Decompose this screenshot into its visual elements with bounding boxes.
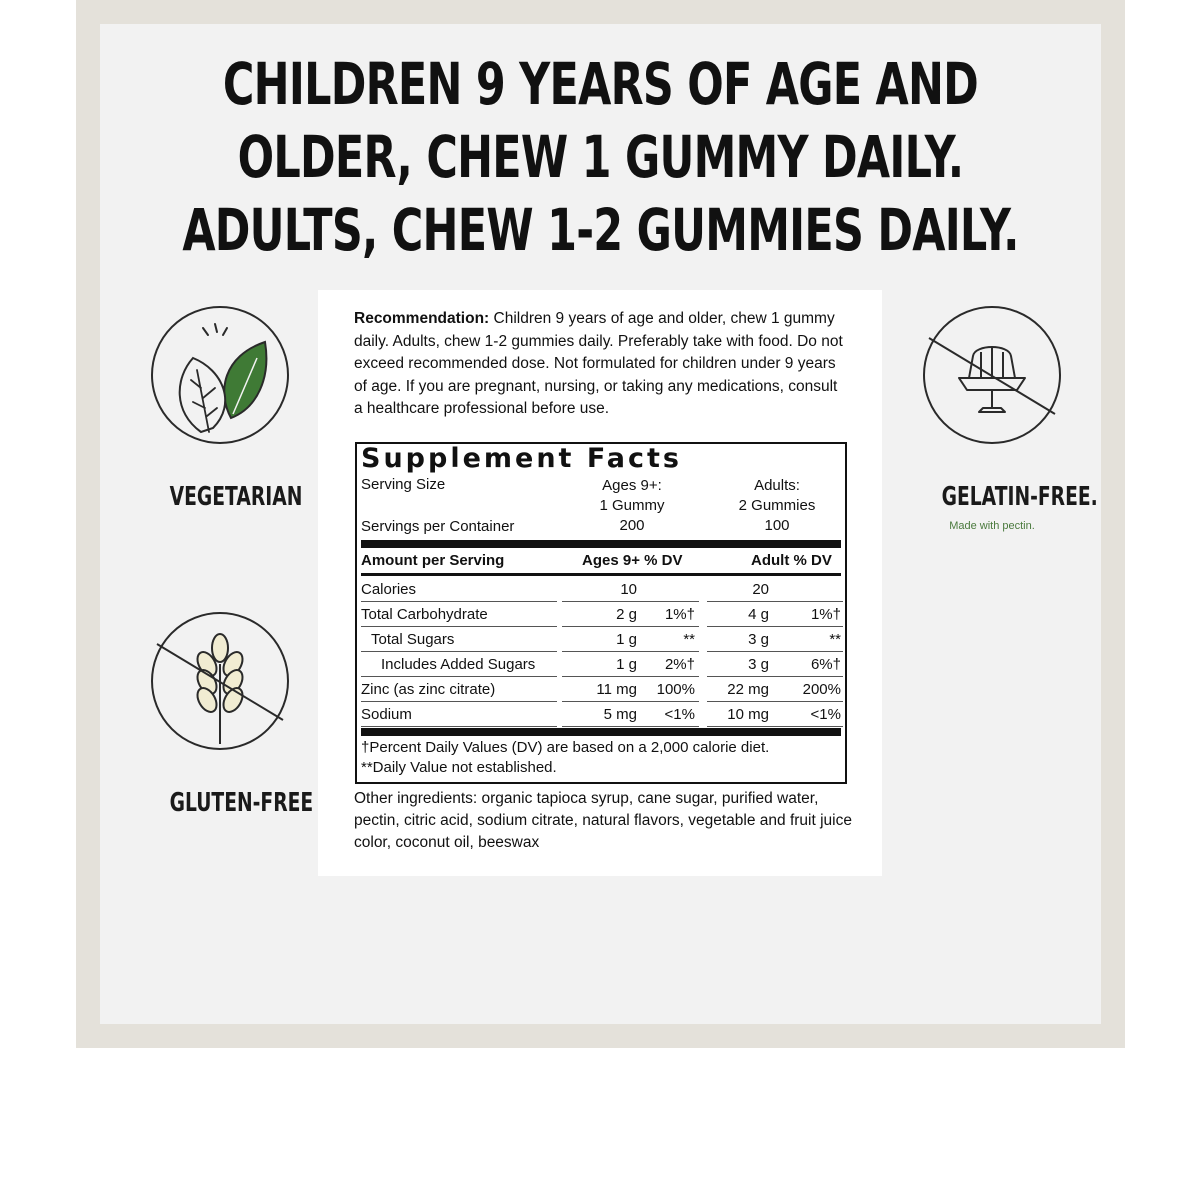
- recommendation-text: [354, 308, 849, 421]
- gelatin-free-badge: [922, 306, 1098, 532]
- nutrient-name: Sodium: [361, 706, 412, 723]
- adult-dv: 6%†: [810, 656, 841, 673]
- headline-line-3: ADULTS, CHEW 1-2 GUMMIES DAILY.: [182, 196, 1019, 264]
- adult-dv-header: Adult % DV: [751, 552, 832, 569]
- adult-amount: 22 mg: [727, 681, 769, 698]
- adult-servings-count: 100: [764, 517, 790, 534]
- adult-serving-column: [707, 476, 847, 536]
- thick-divider: [361, 540, 841, 548]
- adult-amount: 3 g: [748, 631, 769, 648]
- kids-amount: 1 g: [616, 631, 637, 648]
- bottom-thick-divider: [361, 728, 841, 736]
- recommendation-body: Children 9 years of age and older, chew 1 gummy daily. Adults, chew 1-2 gummies daily. Preferably take with food. Do not exceed recommended dose. Not formulated for children under 9 years of age. If you are pregnant, nursing, or taking any medications, consult a healthcare professional before use.: [354, 310, 843, 417]
- nutrient-name: Calories: [361, 581, 417, 598]
- kids-dv-header: Ages 9+ % DV: [582, 552, 683, 569]
- kids-dv: <1%: [664, 706, 695, 723]
- gluten-free-label: GLUTEN-FREE: [169, 788, 314, 818]
- kids-serving-line2: 1 Gummy: [599, 497, 665, 514]
- kids-amount: 10: [620, 581, 637, 598]
- kids-dv: **: [683, 631, 695, 648]
- adult-dv: 1%†: [810, 606, 841, 623]
- gelatin-free-circle: [923, 306, 1061, 444]
- row-separator: [361, 726, 557, 727]
- supplement-facts-table: [355, 442, 847, 784]
- kids-dv: 1%†: [664, 606, 695, 623]
- nutrient-name: Total Sugars: [371, 631, 455, 648]
- kids-amount: 11 mg: [596, 681, 637, 698]
- facts-title: Supplement Facts: [361, 443, 682, 474]
- vegetarian-label: VEGETARIAN: [169, 482, 303, 512]
- kids-serving-column: [562, 476, 702, 536]
- facts-row: [357, 577, 845, 602]
- other-ingredients: Other ingredients: organic tapioca syrup, cane sugar, purified water, pectin, citric acid, sodium citrate, natural flavors, vegetable and fruit juice color, coconut oil, beeswax: [354, 790, 852, 851]
- gelatin-free-sublabel: Made with pectin.: [949, 520, 1035, 532]
- row-separator: [562, 726, 699, 727]
- nutrient-name: Total Carbohydrate: [361, 606, 488, 623]
- supplement-label-panel: [318, 290, 882, 876]
- facts-row: [357, 702, 845, 727]
- kids-serving-line1: Ages 9+:: [602, 477, 662, 494]
- vegetarian-badge: [150, 306, 303, 512]
- wheat-icon: [153, 614, 287, 748]
- leaf-icon: [153, 308, 287, 442]
- kids-dv: 100%: [656, 681, 695, 698]
- nutrient-name: Zinc (as zinc citrate): [361, 681, 496, 698]
- gelatin-free-label: GELATIN-FREE.: [941, 482, 1098, 512]
- adult-dv: **: [829, 631, 841, 648]
- adult-amount: 3 g: [748, 656, 769, 673]
- kids-servings-count: 200: [619, 517, 645, 534]
- kids-amount: 1 g: [616, 656, 637, 673]
- vegetarian-circle: [151, 306, 289, 444]
- facts-row: [357, 652, 845, 677]
- recommendation-heading: Recommendation:: [354, 310, 490, 327]
- kids-amount: 5 mg: [603, 706, 637, 723]
- adult-amount: 4 g: [748, 606, 769, 623]
- nutrient-name: Includes Added Sugars: [381, 656, 536, 673]
- adult-serving-line1: Adults:: [754, 477, 800, 494]
- footnote-not-established: **Daily Value not established.: [361, 759, 557, 776]
- adult-amount: 10 mg: [727, 706, 769, 723]
- adult-dv: 200%: [802, 681, 841, 698]
- gluten-free-circle: [151, 612, 289, 750]
- adult-dv: <1%: [810, 706, 841, 723]
- headline-line-1: CHILDREN 9 YEARS OF AGE AND: [222, 50, 979, 118]
- serving-size-label: Serving Size: [361, 476, 446, 493]
- facts-row: [357, 627, 845, 652]
- kids-dv: 2%†: [664, 656, 695, 673]
- headline: [0, 48, 1200, 267]
- amount-per-serving-header: Amount per Serving: [361, 552, 505, 569]
- servings-per-container-label: Servings per Container: [361, 518, 515, 535]
- adult-amount: 20: [752, 581, 769, 598]
- facts-row: [357, 677, 845, 702]
- row-separator: [707, 726, 843, 727]
- facts-row: [357, 602, 845, 627]
- gluten-free-badge: [150, 612, 314, 818]
- adult-serving-line2: 2 Gummies: [738, 497, 816, 514]
- footnote-dv: †Percent Daily Values (DV) are based on a 2,000 calorie diet.: [361, 739, 770, 756]
- header-divider: [361, 573, 841, 576]
- kids-amount: 2 g: [616, 606, 637, 623]
- headline-line-2: OLDER, CHEW 1 GUMMY DAILY.: [237, 123, 964, 191]
- gelatin-dessert-icon: [925, 308, 1059, 442]
